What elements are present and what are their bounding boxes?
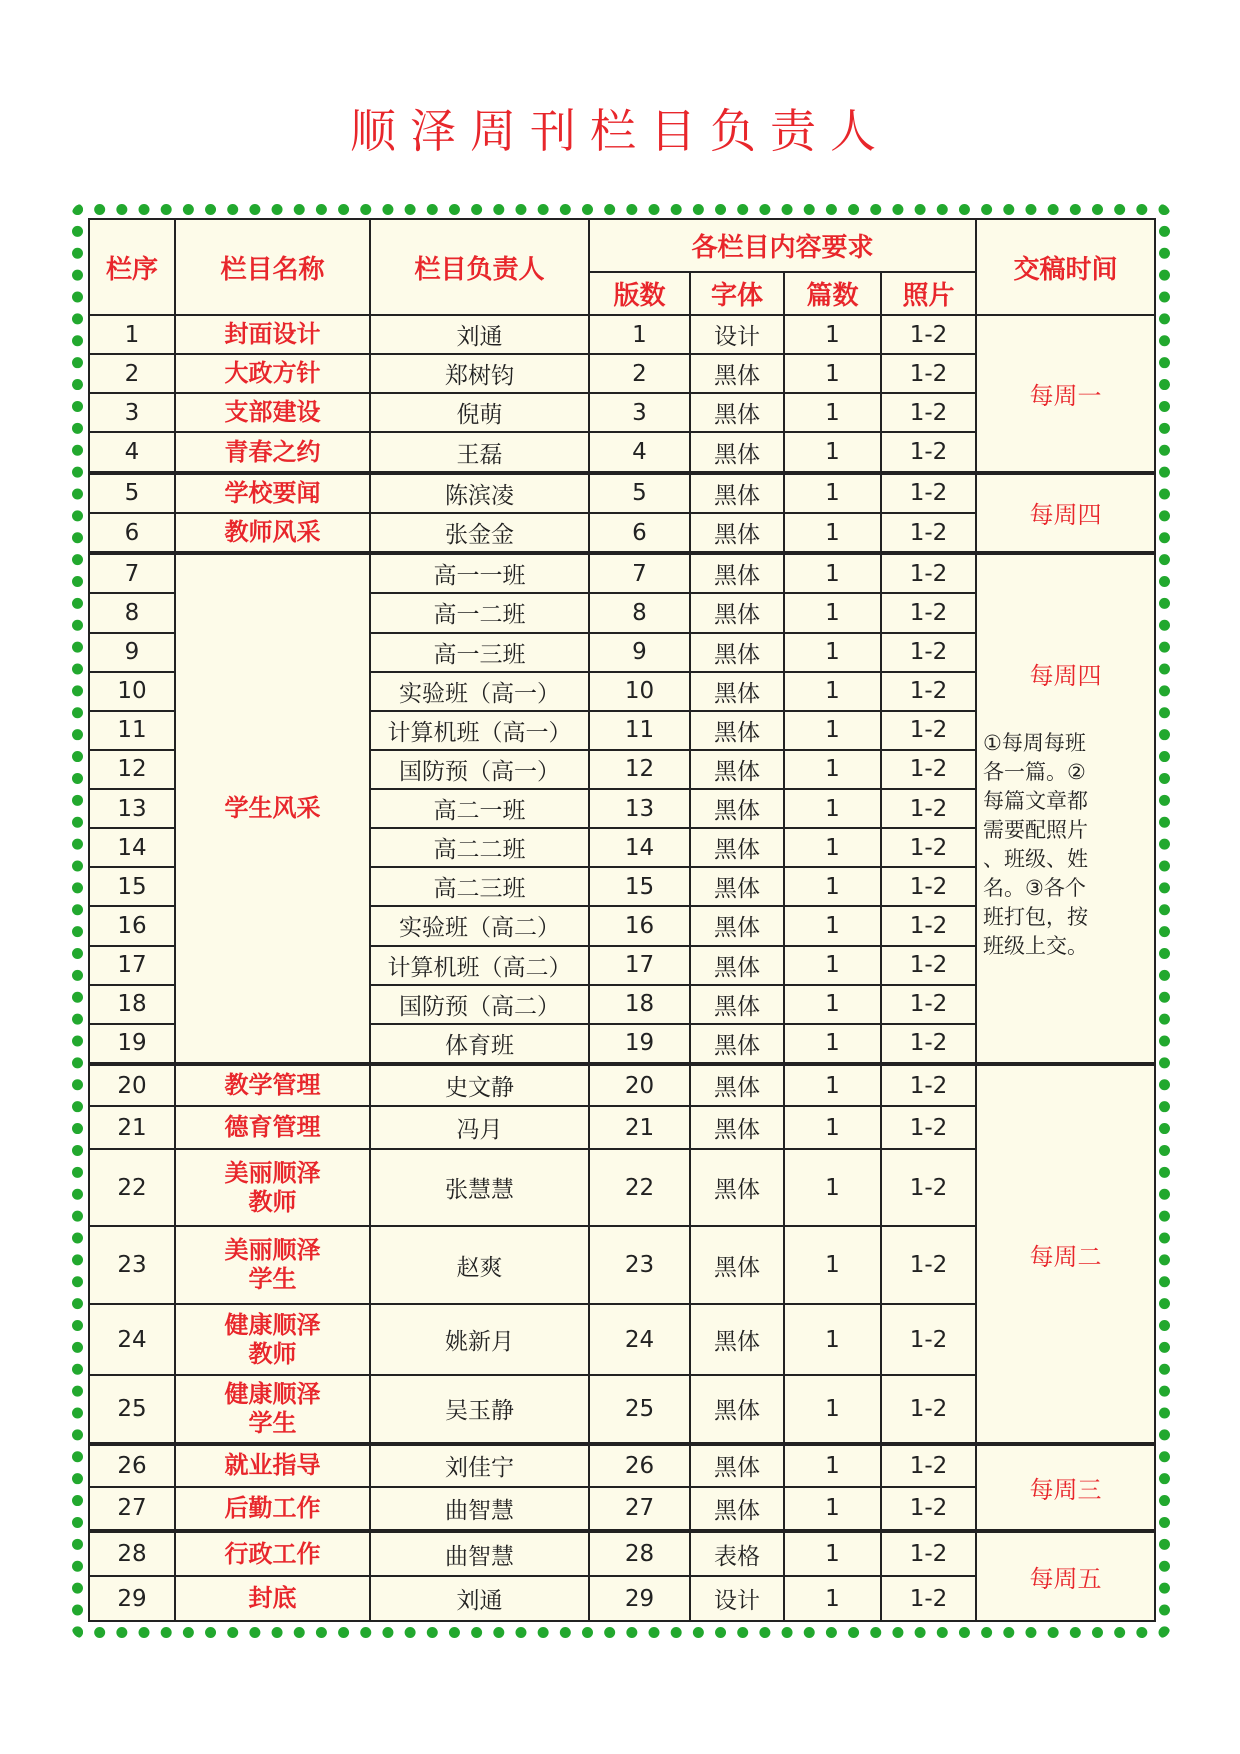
font-type: 黑体 bbox=[690, 867, 784, 906]
note-line: 需要配照片 bbox=[983, 818, 1089, 843]
photo-count: 1-2 bbox=[881, 1576, 976, 1621]
photo-count: 1-2 bbox=[881, 513, 976, 553]
article-count: 1 bbox=[784, 1304, 881, 1374]
font-type: 黑体 bbox=[690, 1487, 784, 1532]
page-number: 13 bbox=[589, 789, 690, 828]
photo-count: 1-2 bbox=[881, 906, 976, 945]
column-name: 学校要闻 bbox=[175, 473, 370, 513]
header-count: 篇数 bbox=[784, 272, 881, 315]
article-count: 1 bbox=[784, 633, 881, 672]
deadline-text: 每周三 bbox=[1029, 1476, 1102, 1505]
row-number: 16 bbox=[89, 906, 175, 945]
table-body bbox=[89, 315, 1155, 1621]
row-number: 5 bbox=[89, 473, 175, 513]
font-type: 黑体 bbox=[690, 1304, 784, 1374]
row-number: 12 bbox=[89, 750, 175, 789]
submission-note bbox=[977, 729, 1154, 961]
column-owner: 张金金 bbox=[370, 513, 589, 553]
page-number: 7 bbox=[589, 553, 690, 593]
header-page: 版数 bbox=[589, 272, 690, 315]
photo-count: 1-2 bbox=[881, 1375, 976, 1444]
font-type: 黑体 bbox=[690, 633, 784, 672]
article-count: 1 bbox=[784, 513, 881, 553]
font-type: 设计 bbox=[690, 1576, 784, 1621]
row-number: 4 bbox=[89, 432, 175, 472]
photo-count: 1-2 bbox=[881, 828, 976, 867]
font-type: 黑体 bbox=[690, 432, 784, 472]
page-number: 10 bbox=[589, 672, 690, 711]
column-name: 封面设计 bbox=[175, 315, 370, 354]
page-number: 26 bbox=[589, 1444, 690, 1486]
page-number: 27 bbox=[589, 1487, 690, 1532]
photo-count: 1-2 bbox=[881, 711, 976, 750]
font-type: 黑体 bbox=[690, 711, 784, 750]
row-number: 18 bbox=[89, 985, 175, 1024]
article-count: 1 bbox=[784, 393, 881, 432]
article-count: 1 bbox=[784, 711, 881, 750]
column-owner: 冯月 bbox=[370, 1106, 589, 1148]
photo-count: 1-2 bbox=[881, 1149, 976, 1226]
font-type: 黑体 bbox=[690, 1024, 784, 1064]
row-number: 14 bbox=[89, 828, 175, 867]
page-number: 1 bbox=[589, 315, 690, 354]
photo-count: 1-2 bbox=[881, 1444, 976, 1486]
article-count: 1 bbox=[784, 553, 881, 593]
column-owner: 王磊 bbox=[370, 432, 589, 472]
font-type: 黑体 bbox=[690, 513, 784, 553]
column-owner: 刘佳宁 bbox=[370, 1444, 589, 1486]
article-count: 1 bbox=[784, 593, 881, 632]
column-owner: 刘通 bbox=[370, 315, 589, 354]
font-type: 黑体 bbox=[690, 985, 784, 1024]
note-line: 名。③各个 bbox=[983, 876, 1086, 901]
font-type: 黑体 bbox=[690, 553, 784, 593]
row-number: 25 bbox=[89, 1375, 175, 1444]
table-row bbox=[89, 553, 1155, 593]
photo-count: 1-2 bbox=[881, 946, 976, 985]
article-count: 1 bbox=[784, 946, 881, 985]
page-number: 18 bbox=[589, 985, 690, 1024]
column-owner: 计算机班（高二） bbox=[370, 946, 589, 985]
column-owner: 高一三班 bbox=[370, 633, 589, 672]
deadline-text: 每周四 bbox=[1029, 662, 1102, 691]
column-owner: 高二二班 bbox=[370, 828, 589, 867]
article-count: 1 bbox=[784, 750, 881, 789]
font-type: 黑体 bbox=[690, 1375, 784, 1444]
header-col-name: 栏目名称 bbox=[175, 219, 370, 315]
deadline-cell bbox=[976, 553, 1155, 1064]
note-line: 班打包，按 bbox=[983, 905, 1089, 930]
photo-count: 1-2 bbox=[881, 672, 976, 711]
photo-count: 1-2 bbox=[881, 985, 976, 1024]
column-name: 行政工作 bbox=[175, 1531, 370, 1576]
font-type: 黑体 bbox=[690, 672, 784, 711]
row-number: 19 bbox=[89, 1024, 175, 1064]
page-number: 20 bbox=[589, 1064, 690, 1106]
photo-count: 1-2 bbox=[881, 315, 976, 354]
page-number: 23 bbox=[589, 1226, 690, 1304]
row-number: 29 bbox=[89, 1576, 175, 1621]
deadline-cell bbox=[976, 315, 1155, 473]
column-owner: 吴玉静 bbox=[370, 1375, 589, 1444]
table-row bbox=[89, 315, 1155, 354]
row-number: 1 bbox=[89, 315, 175, 354]
header-photo: 照片 bbox=[881, 272, 976, 315]
page-number: 21 bbox=[589, 1106, 690, 1148]
deadline-cell bbox=[976, 1064, 1155, 1444]
column-name: 教学管理 bbox=[175, 1064, 370, 1106]
font-type: 黑体 bbox=[690, 1149, 784, 1226]
page-number: 29 bbox=[589, 1576, 690, 1621]
font-type: 黑体 bbox=[690, 1226, 784, 1304]
table-row bbox=[89, 1064, 1155, 1106]
article-count: 1 bbox=[784, 1064, 881, 1106]
photo-count: 1-2 bbox=[881, 1106, 976, 1148]
photo-count: 1-2 bbox=[881, 1304, 976, 1374]
article-count: 1 bbox=[784, 906, 881, 945]
note-line: 每篇文章都 bbox=[983, 789, 1089, 814]
column-name: 健康顺泽 学生 bbox=[175, 1375, 370, 1444]
photo-count: 1-2 bbox=[881, 393, 976, 432]
table-row bbox=[89, 473, 1155, 513]
row-number: 28 bbox=[89, 1531, 175, 1576]
font-type: 黑体 bbox=[690, 828, 784, 867]
page-number: 25 bbox=[589, 1375, 690, 1444]
page-number: 14 bbox=[589, 828, 690, 867]
article-count: 1 bbox=[784, 789, 881, 828]
article-count: 1 bbox=[784, 1375, 881, 1444]
page-number: 17 bbox=[589, 946, 690, 985]
column-name: 德育管理 bbox=[175, 1106, 370, 1148]
column-owner: 体育班 bbox=[370, 1024, 589, 1064]
font-type: 黑体 bbox=[690, 593, 784, 632]
column-owner: 曲智慧 bbox=[370, 1531, 589, 1576]
font-type: 黑体 bbox=[690, 946, 784, 985]
note-line: ①每周每班 bbox=[983, 731, 1086, 756]
deadline-text: 每周五 bbox=[1029, 1565, 1102, 1594]
column-owner: 史文静 bbox=[370, 1064, 589, 1106]
article-count: 1 bbox=[784, 672, 881, 711]
column-name: 就业指导 bbox=[175, 1444, 370, 1486]
page-number: 6 bbox=[589, 513, 690, 553]
column-name: 美丽顺泽 学生 bbox=[175, 1226, 370, 1304]
photo-count: 1-2 bbox=[881, 593, 976, 632]
column-owner: 实验班（高二） bbox=[370, 906, 589, 945]
article-count: 1 bbox=[784, 1444, 881, 1486]
column-name: 支部建设 bbox=[175, 393, 370, 432]
page-number: 28 bbox=[589, 1531, 690, 1576]
deadline-text: 每周一 bbox=[1029, 381, 1102, 410]
row-number: 7 bbox=[89, 553, 175, 593]
page-number: 9 bbox=[589, 633, 690, 672]
photo-count: 1-2 bbox=[881, 473, 976, 513]
page-number: 3 bbox=[589, 393, 690, 432]
note-line: 、班级、姓 bbox=[983, 847, 1089, 872]
photo-count: 1-2 bbox=[881, 1024, 976, 1064]
row-number: 21 bbox=[89, 1106, 175, 1148]
column-name: 教师风采 bbox=[175, 513, 370, 553]
column-owner: 高一一班 bbox=[370, 553, 589, 593]
article-count: 1 bbox=[784, 473, 881, 513]
row-number: 26 bbox=[89, 1444, 175, 1486]
font-type: 黑体 bbox=[690, 750, 784, 789]
column-owner: 曲智慧 bbox=[370, 1487, 589, 1532]
row-number: 3 bbox=[89, 393, 175, 432]
page-number: 11 bbox=[589, 711, 690, 750]
row-number: 8 bbox=[89, 593, 175, 632]
header-deadline: 交稿时间 bbox=[976, 219, 1155, 315]
note-line: 班级上交。 bbox=[983, 934, 1089, 959]
font-type: 设计 bbox=[690, 315, 784, 354]
page-number: 22 bbox=[589, 1149, 690, 1226]
article-count: 1 bbox=[784, 867, 881, 906]
column-owner: 刘通 bbox=[370, 1576, 589, 1621]
header-font: 字体 bbox=[690, 272, 784, 315]
photo-count: 1-2 bbox=[881, 1487, 976, 1532]
photo-count: 1-2 bbox=[881, 1531, 976, 1576]
font-type: 表格 bbox=[690, 1531, 784, 1576]
column-name: 青春之约 bbox=[175, 432, 370, 472]
font-type: 黑体 bbox=[690, 789, 784, 828]
column-owner: 高一二班 bbox=[370, 593, 589, 632]
row-number: 13 bbox=[89, 789, 175, 828]
photo-count: 1-2 bbox=[881, 633, 976, 672]
row-number: 24 bbox=[89, 1304, 175, 1374]
photo-count: 1-2 bbox=[881, 789, 976, 828]
note-line: 各一篇。② bbox=[983, 760, 1086, 785]
page-number: 24 bbox=[589, 1304, 690, 1374]
column-owner: 国防预（高二） bbox=[370, 985, 589, 1024]
page-number: 12 bbox=[589, 750, 690, 789]
article-count: 1 bbox=[784, 1487, 881, 1532]
article-count: 1 bbox=[784, 985, 881, 1024]
photo-count: 1-2 bbox=[881, 354, 976, 393]
article-count: 1 bbox=[784, 828, 881, 867]
font-type: 黑体 bbox=[690, 473, 784, 513]
column-owner: 赵爽 bbox=[370, 1226, 589, 1304]
deadline-cell bbox=[976, 1444, 1155, 1531]
row-number: 20 bbox=[89, 1064, 175, 1106]
row-number: 6 bbox=[89, 513, 175, 553]
column-owner: 国防预（高一） bbox=[370, 750, 589, 789]
photo-count: 1-2 bbox=[881, 750, 976, 789]
header-requirements: 各栏目内容要求 bbox=[589, 219, 976, 272]
row-number: 9 bbox=[89, 633, 175, 672]
column-owner: 姚新月 bbox=[370, 1304, 589, 1374]
header-col-no: 栏序 bbox=[89, 219, 175, 315]
font-type: 黑体 bbox=[690, 1444, 784, 1486]
article-count: 1 bbox=[784, 1226, 881, 1304]
row-number: 17 bbox=[89, 946, 175, 985]
photo-count: 1-2 bbox=[881, 1064, 976, 1106]
column-owner: 高二一班 bbox=[370, 789, 589, 828]
column-name: 美丽顺泽 教师 bbox=[175, 1149, 370, 1226]
column-name: 大政方针 bbox=[175, 354, 370, 393]
page-number: 16 bbox=[589, 906, 690, 945]
article-count: 1 bbox=[784, 1531, 881, 1576]
page-title: 顺泽周刊栏目负责人 bbox=[350, 104, 890, 158]
photo-count: 1-2 bbox=[881, 867, 976, 906]
font-type: 黑体 bbox=[690, 393, 784, 432]
font-type: 黑体 bbox=[690, 354, 784, 393]
article-count: 1 bbox=[784, 432, 881, 472]
column-name: 健康顺泽 教师 bbox=[175, 1304, 370, 1374]
column-owner: 计算机班（高一） bbox=[370, 711, 589, 750]
row-number: 2 bbox=[89, 354, 175, 393]
article-count: 1 bbox=[784, 1024, 881, 1064]
page-number: 5 bbox=[589, 473, 690, 513]
font-type: 黑体 bbox=[690, 1106, 784, 1148]
font-type: 黑体 bbox=[690, 1064, 784, 1106]
article-count: 1 bbox=[784, 1149, 881, 1226]
column-owner-table bbox=[88, 218, 1156, 1622]
row-number: 22 bbox=[89, 1149, 175, 1226]
column-owner: 郑树钧 bbox=[370, 354, 589, 393]
column-owner: 倪萌 bbox=[370, 393, 589, 432]
page-number: 8 bbox=[589, 593, 690, 632]
font-type: 黑体 bbox=[690, 906, 784, 945]
column-name: 学生风采 bbox=[175, 553, 370, 1064]
column-owner: 陈滨凌 bbox=[370, 473, 589, 513]
page-number: 15 bbox=[589, 867, 690, 906]
article-count: 1 bbox=[784, 315, 881, 354]
column-owner: 高二三班 bbox=[370, 867, 589, 906]
header-col-owner: 栏目负责人 bbox=[370, 219, 589, 315]
row-number: 11 bbox=[89, 711, 175, 750]
deadline-text: 每周四 bbox=[1029, 501, 1102, 530]
photo-count: 1-2 bbox=[881, 553, 976, 593]
page-number: 19 bbox=[589, 1024, 690, 1064]
deadline-text: 每周二 bbox=[1029, 1242, 1102, 1271]
table-row bbox=[89, 1444, 1155, 1486]
page-number: 2 bbox=[589, 354, 690, 393]
photo-count: 1-2 bbox=[881, 432, 976, 472]
row-number: 27 bbox=[89, 1487, 175, 1532]
article-count: 1 bbox=[784, 1106, 881, 1148]
column-name: 封底 bbox=[175, 1576, 370, 1621]
page-number: 4 bbox=[589, 432, 690, 472]
row-number: 15 bbox=[89, 867, 175, 906]
deadline-cell bbox=[976, 473, 1155, 554]
article-count: 1 bbox=[784, 354, 881, 393]
column-owner: 张慧慧 bbox=[370, 1149, 589, 1226]
row-number: 23 bbox=[89, 1226, 175, 1304]
photo-count: 1-2 bbox=[881, 1226, 976, 1304]
table-row bbox=[89, 1531, 1155, 1576]
deadline-cell bbox=[976, 1531, 1155, 1621]
column-name: 后勤工作 bbox=[175, 1487, 370, 1532]
row-number: 10 bbox=[89, 672, 175, 711]
article-count: 1 bbox=[784, 1576, 881, 1621]
column-owner: 实验班（高一） bbox=[370, 672, 589, 711]
